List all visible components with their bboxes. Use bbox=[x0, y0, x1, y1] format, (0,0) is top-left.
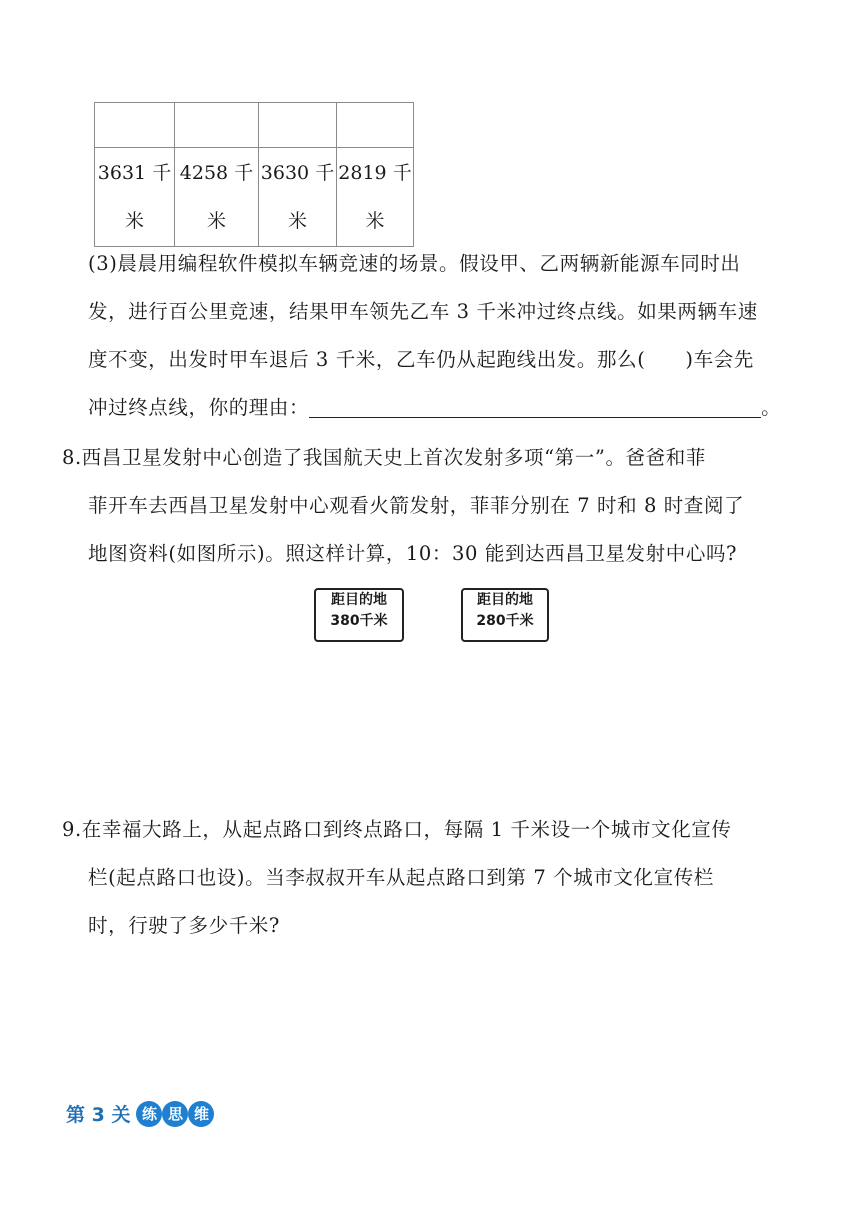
table-cell bbox=[259, 103, 337, 148]
badge-si: 思 bbox=[162, 1101, 188, 1127]
q8-line-2: 菲开车去西昌卫星发射中心观看火箭发射，菲菲分别在 7 时和 8 时查阅了 bbox=[88, 494, 745, 517]
q9-line-1: 9.在幸福大路上，从起点路口到终点路口，每隔 1 千米设一个城市文化宣传 bbox=[62, 818, 732, 841]
badge-wei: 维 bbox=[188, 1101, 214, 1127]
table-header-row bbox=[95, 103, 414, 148]
q9-line-2: 栏(起点路口也设)。当李叔叔开车从起点路口到第 7 个城市文化宣传栏 bbox=[88, 866, 714, 889]
q8-line-3: 地图资料(如图所示)。照这样计算，10：30 能到达西昌卫星发射中心吗? bbox=[88, 542, 738, 565]
table-value-row bbox=[95, 148, 414, 247]
table-cell: 3631 千 米 bbox=[95, 148, 175, 247]
table-cell bbox=[337, 103, 414, 148]
level-label: 第 3 关 bbox=[66, 1104, 131, 1126]
q7-3-line-1: (3)晨晨用编程软件模拟车辆竞速的场景。假设甲、乙两辆新能源车同时出 bbox=[88, 252, 741, 275]
reason-answer-line[interactable] bbox=[309, 397, 761, 418]
q7-3-line-4: 冲过终点线，你的理由： 。 bbox=[88, 396, 782, 419]
table-cell: 4258 千 米 bbox=[175, 148, 259, 247]
table-cell: 3630 千 米 bbox=[259, 148, 337, 247]
distance-sign-8am: 距目的地 280千米 bbox=[461, 588, 549, 642]
table-cell: 2819 千 米 bbox=[337, 148, 414, 247]
q9-line-3: 时，行驶了多少千米? bbox=[88, 914, 280, 937]
badge-lian: 练 bbox=[136, 1101, 162, 1127]
mileage-table bbox=[94, 102, 414, 247]
section-footer bbox=[66, 1100, 214, 1127]
table-cell bbox=[95, 103, 175, 148]
q8-line-1: 8.西昌卫星发射中心创造了我国航天史上首次发射多项“第一”。爸爸和菲 bbox=[62, 446, 706, 469]
distance-sign-7am: 距目的地 380千米 bbox=[314, 588, 404, 642]
q7-3-line-3: 度不变，出发时甲车退后 3 千米，乙车仍从起跑线出发。那么( )车会先 bbox=[88, 348, 754, 371]
q7-3-line-2: 发，进行百公里竞速，结果甲车领先乙车 3 千米冲过终点线。如果两辆车速 bbox=[88, 300, 758, 323]
table-cell bbox=[175, 103, 259, 148]
